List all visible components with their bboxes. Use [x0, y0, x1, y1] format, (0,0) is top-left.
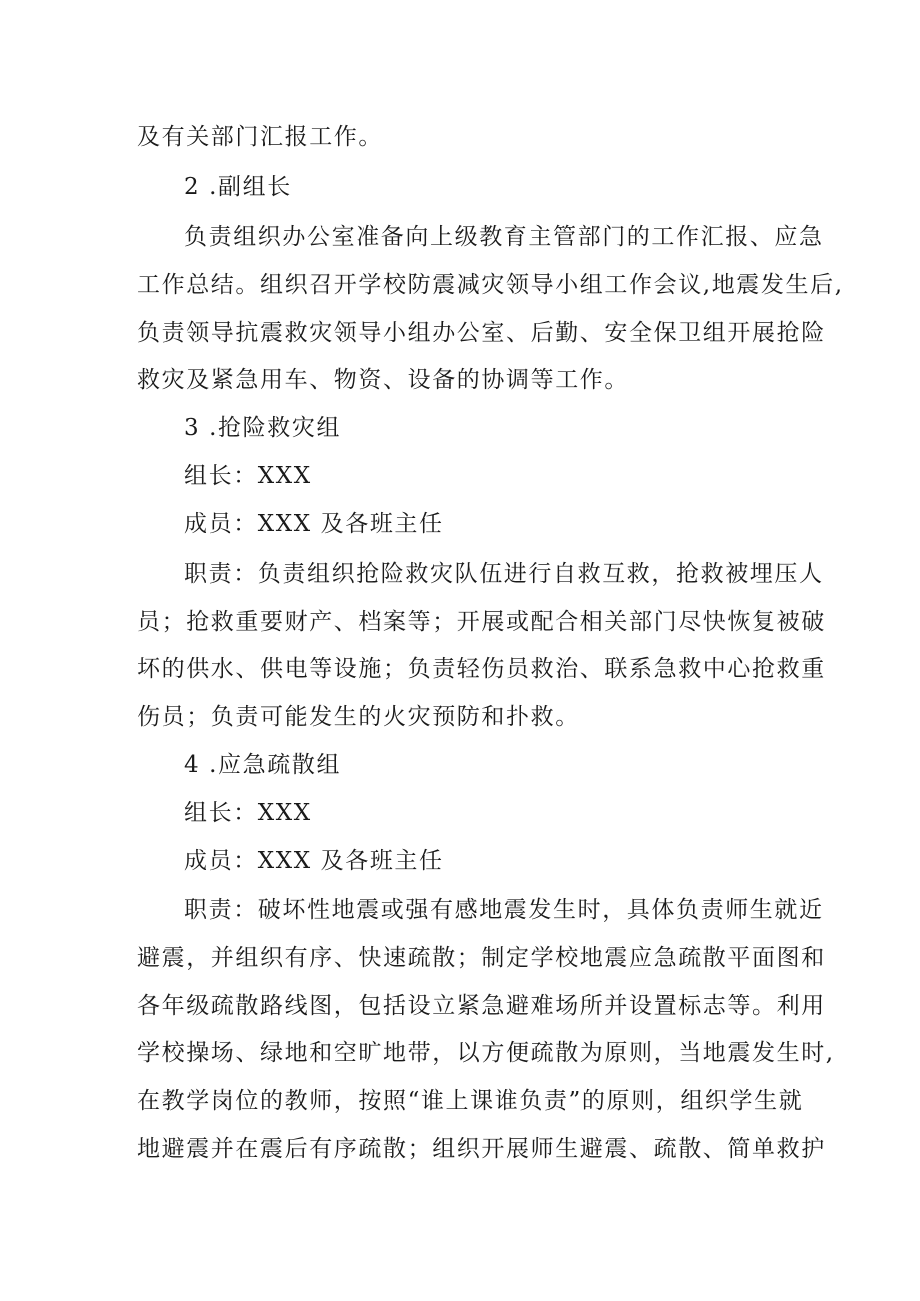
text-line-1: 及有关部门汇报工作。	[137, 124, 383, 150]
text-line-19: 各年级疏散路线图，包括设立紧急避难场所并设置标志等。利用	[137, 993, 826, 1019]
text-line-13: 伤员；负责可能发生的火灾预防和扑救。	[137, 704, 580, 730]
text-line-10: 职责：负责组织抢险救灾队伍进行自救互救，抢救被埋压人	[184, 561, 824, 587]
evacuation-group-leader: 组长：XXX	[184, 800, 312, 826]
text-line-17: 职责：破坏性地震或强有感地震发生时，具体负责师生就近	[184, 897, 824, 923]
rescue-group-leader: 组长：XXX	[184, 463, 312, 489]
text-line-21: 在教学岗位的教师，按照“谁上课谁负责”的原则，组织学生就	[137, 1088, 804, 1114]
section-heading-vice-leader: 2 .副组长	[184, 174, 292, 200]
text-line-4: 工作总结。组织召开学校防震减灾领导小组工作会议,地震发生后,	[137, 272, 844, 298]
text-line-22: 地避震并在震后有序疏散；组织开展师生避震、疏散、简单救护	[137, 1136, 826, 1162]
text-line-3: 负责组织办公室准备向上级教育主管部门的工作汇报、应急	[184, 224, 824, 250]
text-line-20: 学校操场、绿地和空旷地带，以方便疏散为原则，当地震发生时,	[137, 1040, 835, 1066]
text-line-12: 坏的供水、供电等设施；负责轻伤员救治、联系急救中心抢救重	[137, 656, 826, 682]
text-line-18: 避震，并组织有序、快速疏散；制定学校地震应急疏散平面图和	[137, 945, 826, 971]
section-heading-rescue-group: 3 .抢险救灾组	[184, 415, 342, 441]
evacuation-group-members: 成员：XXX 及各班主任	[184, 848, 444, 874]
text-line-11: 员；抢救重要财产、档案等；开展或配合相关部门尽快恢复被破	[137, 609, 826, 635]
text-line-5: 负责领导抗震救灾领导小组办公室、后勤、安全保卫组开展抢险	[137, 320, 826, 346]
rescue-group-members: 成员：XXX 及各班主任	[184, 511, 444, 537]
section-heading-evacuation-group: 4 .应急疏散组	[184, 752, 342, 778]
text-line-6: 救灾及紧急用车、物资、设备的协调等工作。	[137, 367, 629, 393]
